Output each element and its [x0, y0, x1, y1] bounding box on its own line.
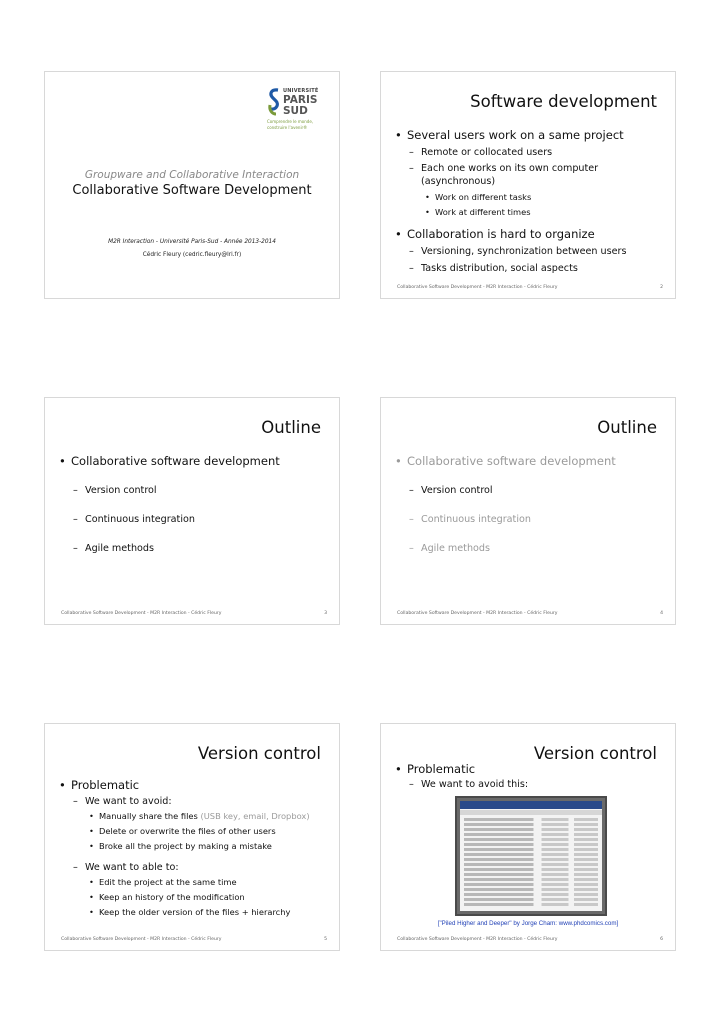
sub-bullet: – Tasks distribution, social aspects [395, 262, 667, 275]
file-row [464, 818, 598, 821]
slide-footer [397, 937, 663, 942]
page-number: 6 [660, 937, 663, 942]
slide-body [395, 762, 667, 791]
bullet: • Several users work on a same project [395, 128, 667, 142]
file-row [464, 858, 598, 861]
outline-item: – Agile methods [59, 542, 331, 555]
sub-sub-bullet: • Edit the project at the same time [59, 875, 331, 889]
sub-sub-bullet: • Broke all the project by making a mistake [59, 839, 331, 853]
slide-title: Version control [197, 744, 321, 763]
outline-item: – Continuous integration [395, 513, 667, 526]
logo-tagline-2: construire l'avenir® [267, 125, 308, 130]
file-row [464, 903, 598, 906]
author: Cédric Fleury (cedric.fleury@lri.fr) [142, 252, 242, 258]
sub-bullet: – We want to able to: [59, 861, 331, 874]
window-titlebar [460, 801, 602, 809]
course-subtitle: Groupware and Collaborative Interaction [84, 169, 300, 181]
sub-sub-bullet: • Keep the older version of the files + hierarchy [59, 905, 331, 919]
footer-text: Collaborative Software Development - M2R Interaction - Cédric Fleury [61, 611, 222, 616]
slide-title: Outline [597, 418, 657, 437]
slide-body [59, 778, 331, 919]
bullet: • Collaboration is hard to organize [395, 227, 667, 241]
sub-sub-bullet: • Keep an history of the modification [59, 890, 331, 904]
outline-item: – Continuous integration [59, 513, 331, 526]
file-row [464, 823, 598, 826]
slide-footer [397, 611, 663, 616]
sub-bullet: – Each one works on its own computer (asynchronous) [395, 162, 667, 188]
slide-footer [61, 937, 327, 942]
slide-footer [397, 285, 663, 290]
slide-4-outline-version-control [380, 397, 676, 625]
slide-body [59, 454, 331, 555]
image-caption: ["Piled Higher and Deeper" by Jorge Cham: www.phdcomics.com] [437, 920, 619, 927]
screenshot-window [460, 801, 602, 911]
sub-sub-bullet [59, 809, 331, 823]
file-row [464, 843, 598, 846]
footer-text: Collaborative Software Development - M2R Interaction - Cédric Fleury [397, 937, 558, 942]
sub-sub-bullet: • Delete or overwrite the files of other users [59, 824, 331, 838]
logo-mark-icon [267, 88, 281, 116]
file-row [464, 828, 598, 831]
bullet: • Collaborative software development [395, 454, 667, 468]
affiliation: M2R Interaction - Université Paris-Sud - Année 2013-2014 [108, 239, 276, 245]
bullet: • Collaborative software development [59, 454, 331, 468]
page-number: 5 [324, 937, 327, 942]
sub-sub-bullet: • Work on different tasks [395, 190, 667, 204]
bullet: • Problematic [59, 778, 331, 792]
slide-6-version-control [380, 723, 676, 951]
file-row [464, 833, 598, 836]
slide-5-version-control [44, 723, 340, 951]
file-row [464, 878, 598, 881]
outline-item-active: – Version control [395, 484, 667, 497]
page-number: 4 [660, 611, 663, 616]
file-row [464, 863, 598, 866]
file-row [464, 893, 598, 896]
bullet-text: Manually share the files [99, 811, 198, 821]
slide-title: Version control [533, 744, 657, 763]
file-row [464, 838, 598, 841]
file-row [464, 848, 598, 851]
outline-item: – Version control [59, 484, 331, 497]
file-list [460, 815, 602, 911]
logo-tagline-1: Comprendre le monde, [267, 119, 314, 124]
slide-body [395, 128, 667, 275]
file-row [464, 868, 598, 871]
logo-universite: UNIVERSITÉ [283, 88, 319, 94]
file-row [464, 883, 598, 886]
footer-text: Collaborative Software Development - M2R Interaction - Cédric Fleury [61, 937, 222, 942]
universite-paris-sud-logo [267, 86, 327, 136]
slide-title: Outline [261, 418, 321, 437]
logo-sud: SUD [283, 105, 308, 117]
sub-bullet: – Remote or collocated users [395, 146, 667, 159]
slide-2-software-development [380, 71, 676, 299]
sub-bullet: – Versioning, synchronization between users [395, 245, 667, 258]
footer-text: Collaborative Software Development - M2R Interaction - Cédric Fleury [397, 285, 558, 290]
file-row [464, 888, 598, 891]
slide-3-outline [44, 397, 340, 625]
slide-body [395, 454, 667, 555]
logo-paris: PARIS [283, 94, 318, 106]
lecture-title: Collaborative Software Development [72, 183, 312, 198]
slide-1-title [44, 71, 340, 299]
footer-text: Collaborative Software Development - M2R Interaction - Cédric Fleury [397, 611, 558, 616]
file-row [464, 873, 598, 876]
page-number: 2 [660, 285, 663, 290]
file-row [464, 853, 598, 856]
bullet: • Problematic [395, 762, 667, 776]
sub-bullet: – We want to avoid this: [395, 778, 667, 791]
page-number: 3 [324, 611, 327, 616]
slide-footer [61, 611, 327, 616]
outline-item: – Agile methods [395, 542, 667, 555]
sub-bullet: – We want to avoid: [59, 795, 331, 808]
bullet-aside: (USB key, email, Dropbox) [200, 811, 310, 821]
file-row [464, 898, 598, 901]
file-explorer-screenshot [455, 796, 607, 916]
slide-title: Software development [470, 92, 657, 111]
sub-sub-bullet: • Work at different times [395, 205, 667, 219]
